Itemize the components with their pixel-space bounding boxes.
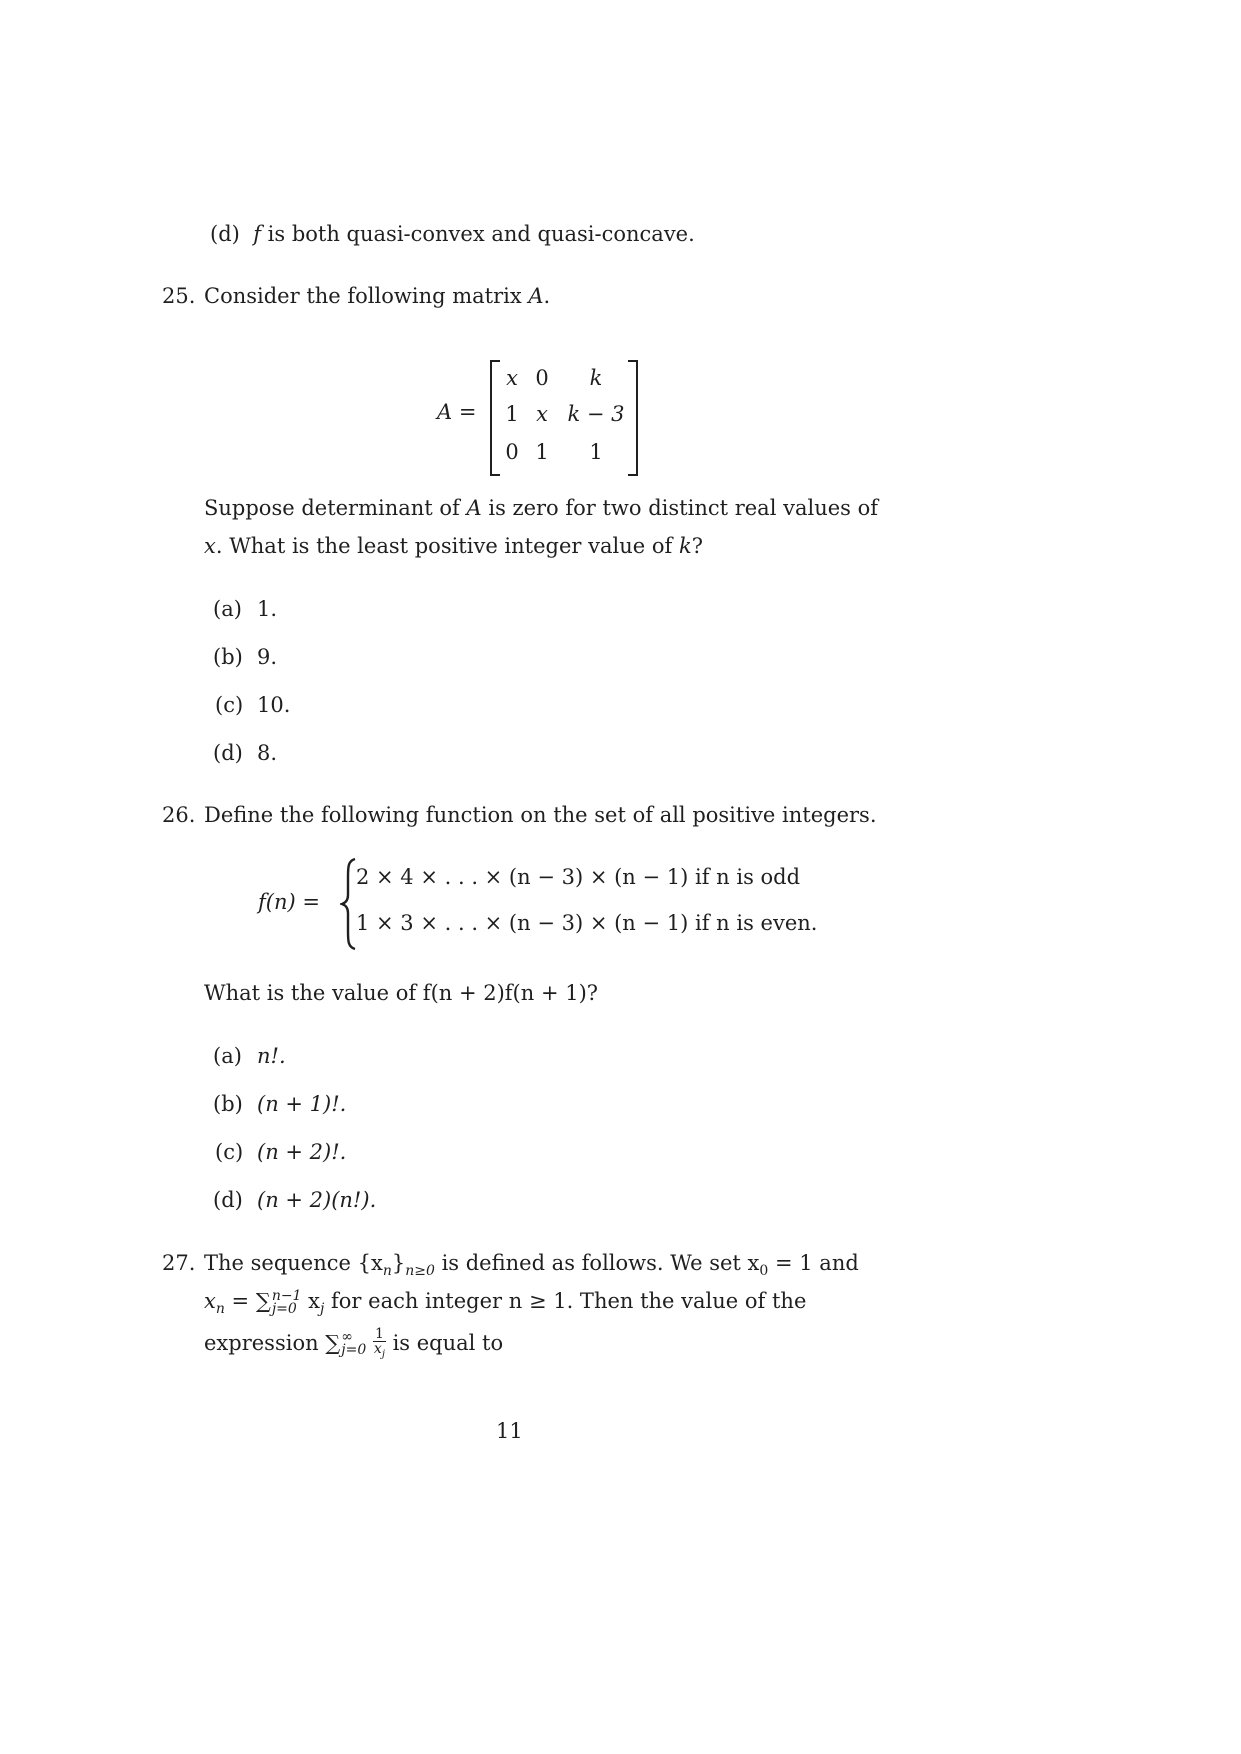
option-text: 1. (257, 597, 278, 621)
page-number: 11 (496, 1419, 523, 1443)
q25-intro (204, 284, 550, 308)
q27-text: x (301, 1289, 320, 1313)
q25-var: A (466, 496, 482, 520)
q27-text: for each integer n ≥ 1. Then the value of the (324, 1289, 807, 1313)
option-text: (n + 2)!. (257, 1140, 347, 1164)
option-text: is both quasi-convex and quasi-concave. (260, 222, 695, 246)
q26-function-lhs: f(n) = (258, 890, 320, 914)
option-text: n!. (257, 1044, 286, 1068)
option-label: (a) (213, 1044, 242, 1068)
option-label: (d) (213, 741, 243, 765)
matrix-A (490, 360, 638, 472)
matrix-cell: 0 (505, 440, 519, 464)
q27-sub: n≥0 (405, 1263, 435, 1280)
q27-sub: n (382, 1263, 392, 1280)
q27-line3 (204, 1327, 503, 1362)
q25-number: 25. (162, 284, 196, 308)
matrix-cell: k (589, 366, 603, 390)
q27-number: 27. (162, 1251, 196, 1275)
q27-text: is defined as follows. We set x (434, 1251, 760, 1275)
q27-line1 (204, 1251, 859, 1279)
option-text: 8. (257, 741, 278, 765)
q26-intro: Define the following function on the set of all positive integers. (204, 803, 877, 827)
prev-option-d (210, 222, 695, 246)
q25-intro-text: Consider the following matrix (204, 284, 529, 308)
q25-text: is zero for two distinct real values of (481, 496, 879, 520)
q26-case2-cond: if n is even. (695, 911, 818, 935)
option-label: (d) (210, 222, 240, 246)
option-text: (n + 2)(n!). (257, 1188, 377, 1212)
option-var: f (253, 222, 261, 246)
q25-matrix-lhs: A = (437, 400, 477, 424)
q27-fraction (373, 1327, 386, 1362)
q27-var: x (204, 1289, 216, 1313)
option-text: 10. (257, 693, 291, 717)
q27-sub: n (215, 1301, 225, 1318)
q27-text: } (391, 1251, 406, 1275)
q25-text: Suppose determinant of (204, 496, 467, 520)
q25-text: ? (691, 534, 703, 558)
q27-text: The sequence {x (204, 1251, 383, 1275)
option-text: (n + 1)!. (257, 1092, 347, 1116)
q27-text: expression ∑ (204, 1330, 341, 1355)
q26-case1-cond: if n is odd (695, 865, 801, 889)
option-label: (c) (215, 1140, 244, 1164)
q27-sup: ∞ (341, 1329, 353, 1346)
option-label: (d) (213, 1188, 243, 1212)
q25-var: k (678, 534, 692, 558)
q26-case2-expr: 1 × 3 × . . . × (n − 3) × (n − 1) (356, 911, 689, 935)
matrix-cell: 1 (535, 440, 549, 464)
q27-text: = 1 and (768, 1251, 859, 1275)
option-label: (a) (213, 597, 242, 621)
q27-line2 (204, 1289, 806, 1317)
matrix-cell: 1 (589, 440, 603, 464)
matrix-cell: 1 (505, 402, 519, 426)
q27-sub: j (320, 1301, 325, 1318)
option-label: (b) (213, 645, 243, 669)
q27-sub: 0 (759, 1263, 769, 1280)
fraction-denominator-sub: j (381, 1348, 385, 1360)
q26-case1-expr: 2 × 4 × . . . × (n − 3) × (n − 1) (356, 865, 689, 889)
option-text: 9. (257, 645, 278, 669)
matrix-cell: x (536, 402, 548, 426)
q25-intro-end: . (543, 284, 551, 308)
option-label: (c) (215, 693, 244, 717)
q27-text: = ∑ (224, 1289, 271, 1313)
q26-question: What is the value of f(n + 2)f(n + 1)? (204, 981, 599, 1005)
q27-text: is equal to (385, 1330, 504, 1355)
q25-text: . What is the least positive integer value of (215, 534, 679, 558)
fraction-denominator: x (373, 1341, 382, 1357)
q25-question-line2 (204, 534, 703, 558)
matrix-cell: 0 (535, 366, 549, 390)
q27-sub: j=0 (271, 1300, 297, 1317)
q26-number: 26. (162, 803, 196, 827)
q25-question-line1 (204, 496, 878, 520)
matrix-cell: k − 3 (567, 402, 625, 426)
matrix-cell: x (506, 366, 518, 390)
q27-sub: j=0 (341, 1342, 367, 1359)
q25-var: x (204, 534, 216, 558)
q25-intro-var: A (528, 284, 544, 308)
option-label: (b) (213, 1092, 243, 1116)
q27-sup: n−1 (271, 1287, 302, 1304)
fraction-numerator: 1 (374, 1326, 384, 1342)
